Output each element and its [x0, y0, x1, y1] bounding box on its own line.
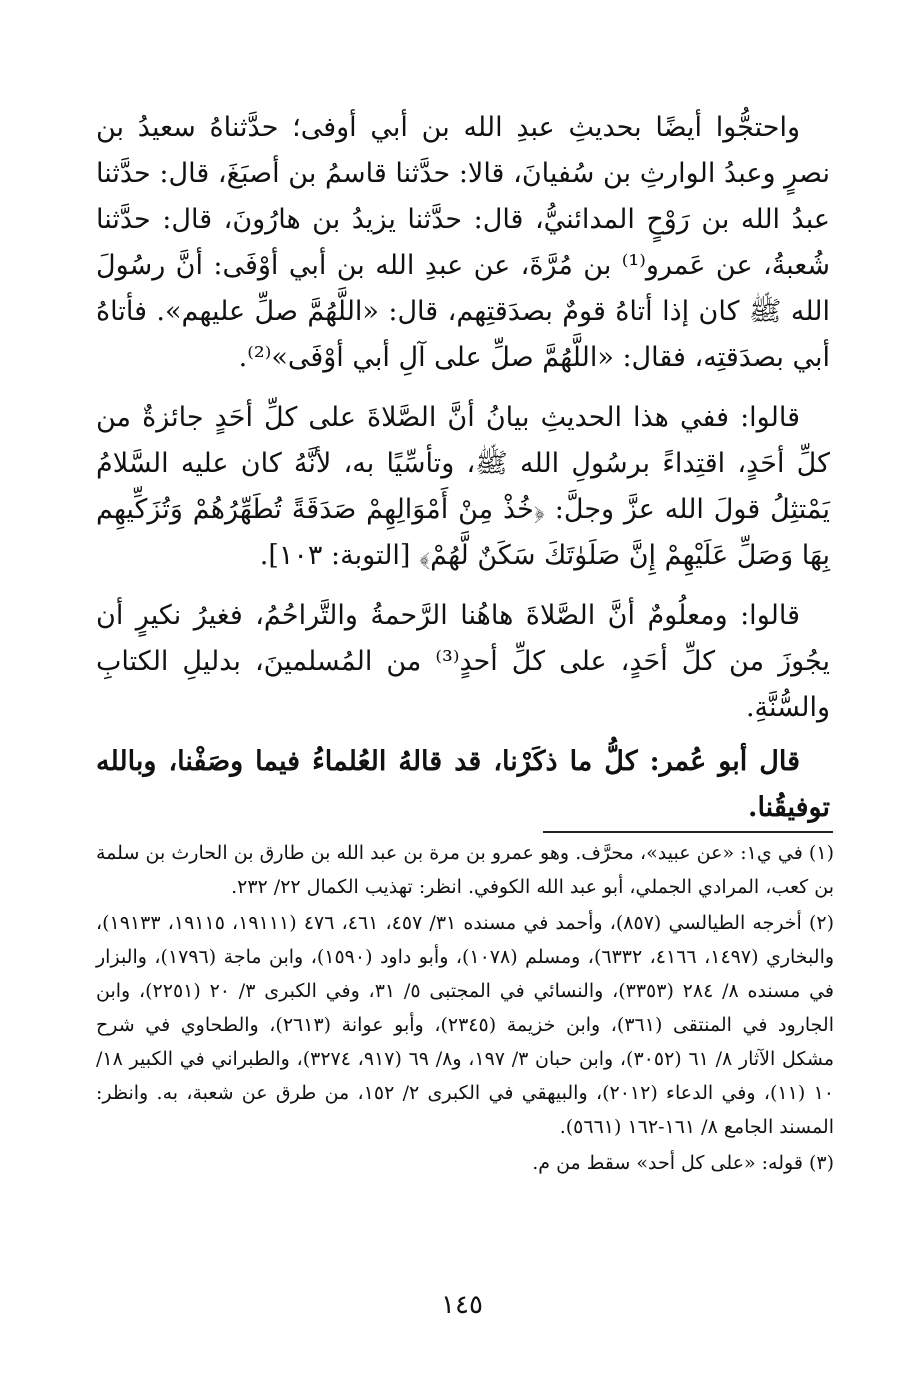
page-number: ١٤٥: [441, 1290, 483, 1320]
footnotes: [96, 836, 834, 1182]
paragraph-abu-umar: قال أبو عُمر: كلُّ ما ذكَرْنا، قد قالهُ العُلماءُ فيما وصَفْنا، وبالله توفيقُنا.: [96, 746, 830, 823]
main-text: [96, 105, 830, 831]
footnote-separator: [543, 831, 833, 833]
paragraph-meaning: قالوا: ومعلُومٌ أنَّ الصَّلاةَ هاهُنا الرَّحمةُ والتَّراحُمُ، فغيرُ نكيرٍ أن يجُوزَ من كلِّ أحَدٍ، على كلِّ أحدٍ⁽³⁾ من المُسلمينَ، بدليلِ الكتابِ والسُّنَّةِ.: [96, 600, 830, 723]
paragraph-explanation: قالوا: ففي هذا الحديثِ بيانُ أنَّ الصَّلاةَ على كلِّ أحَدٍ جائزةٌ من كلِّ أحَدٍ، اقتِداءً برسُولِ الله ﷺ، وتأسِّيًا به، لأنَّهُ كان عليه السَّلامُ يَمْتثِلُ قولَ الله عزَّ وجلَّ: ﴿خُذْ مِنْ أَمْوَالِهِمْ صَدَقَةً تُطَهِّرُهُمْ وَتُزَكِّيهِم بِهَا وَصَلِّ عَلَيْهِمْ إِنَّ صَلَوٰتَكَ سَكَنٌ لَّهُمْ﴾ [التوبة: ١٠٣].: [96, 402, 830, 571]
footnote-1: (١) في ي١: «عن عبيد»، محرَّف. وهو عمرو بن مرة بن عبد الله بن طارق بن الحارث بن سلمة بن كعب، المرادي الجملي، أبو عبد الله الكوفي. انظر: تهذيب الكمال ٢٢/ ٢٣٢.: [96, 842, 834, 898]
footnote-3: (٣) قوله: «على كل أحد» سقط من م.: [532, 1152, 834, 1174]
footnote-2: (٢) أخرجه الطيالسي (٨٥٧)، وأحمد في مسنده ٣١/ ٤٥٧، ٤٦١، ٤٧٦ (١٩١١١، ١٩١١٥، ١٩١٣٣)، والبخاري (١٤٩٧، ٤١٦٦، ٦٣٣٢)، ومسلم (١٠٧٨)، وأبو داود (١٥٩٠)، وابن ماجة (١٧٩٦)، والبزار في مسنده ٨/ ٢٨٤ (٣٣٥٣)، والنسائي في المجتبى ٥/ ٣١، وفي الكبرى ٣/ ٢٠ (٢٢٥١)، وابن الجارود في المنتقى (٣٦١)، وابن خزيمة (٢٣٤٥)، وأبو عوانة (٢٦١٣)، والطحاوي في شرح مشكل الآثار ٨/ ٦١ (٣٠٥٢)، وابن حبان ٣/ ١٩٧، و٨/ ٦٩ (٩١٧، ٣٢٧٤)، والطبراني في الكبير ١٨/ ١٠ (١١)، وفي الدعاء (٢٠١٢)، والبيهقي في الكبرى ٢/ ١٥٢، من طرق عن شعبة، به. وانظر: المسند الجامع ٨/ ١٦١-١٦٢ (٥٦٦١).: [96, 912, 835, 1138]
paragraph-hadith: واحتجُّوا أيضًا بحديثِ عبدِ الله بن أبي أوفى؛ حدَّثناهُ سعيدُ بن نصرٍ وعبدُ الوارثِ بن سُفيانَ، قالا: حدَّثنا قاسمُ بن أصبَغَ، قال: حدَّثنا عبدُ الله بن رَوْحٍ المدائنيُّ، قال: حدَّثنا يزيدُ بن هارُونَ، قال: حدَّثنا شُعبةُ، عن عَمرو⁽¹⁾ بن مُرَّةَ، عن عبدِ الله بن أبي أوْفَى: أنَّ رسُولَ الله ﷺ كان إذا أتاهُ قومٌ بصدَقتِهم، قال: «اللَّهُمَّ صلِّ عليهم». فأتاهُ أبي بصدَقتِه، فقال: «اللَّهُمَّ صلِّ على آلِ أبي أوْفَى»⁽²⁾.: [96, 112, 830, 373]
